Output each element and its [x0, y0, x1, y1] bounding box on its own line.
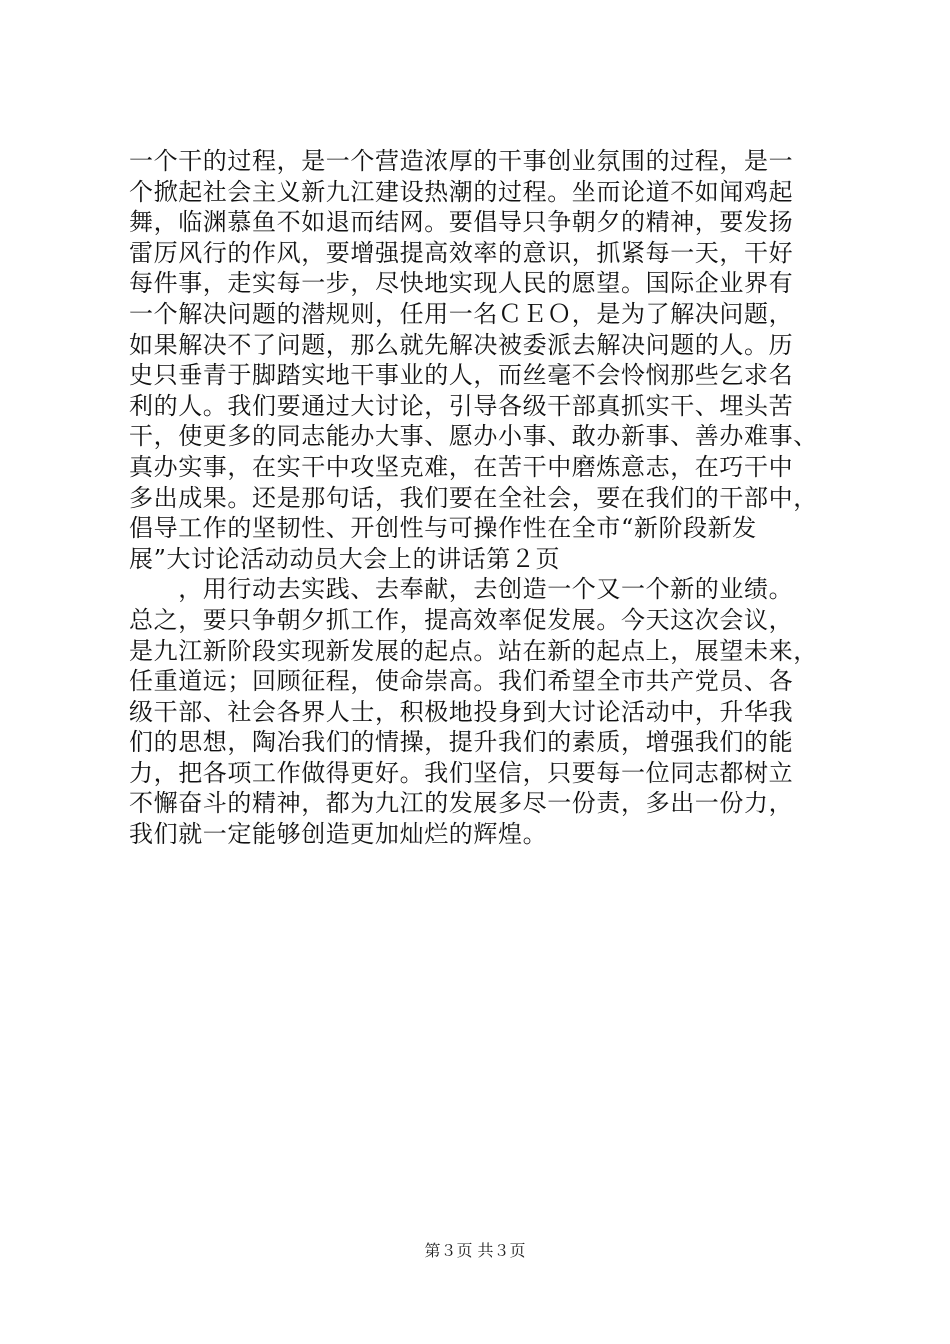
text-line: 真办实事，在实干中攻坚克难，在苦干中磨炼意志，在巧干中 — [129, 452, 794, 481]
text-line: 如果解决不了问题，那么就先解决被委派去解决问题的人。历 — [129, 330, 794, 359]
body-text — [129, 146, 829, 850]
text-line: 舞，临渊慕鱼不如退而结网。要倡导只争朝夕的精神，要发扬 — [129, 208, 794, 237]
page-footer — [0, 1241, 950, 1261]
text-line: 每件事，走实每一步，尽快地实现人民的愿望。国际企业界有 — [129, 269, 794, 298]
text-line: 史只垂青于脚踏实地干事业的人，而丝毫不会怜悯那些乞求名 — [129, 361, 794, 390]
text-line: 个掀起社会主义新九江建设热潮的过程。坐而论道不如闻鸡起 — [129, 177, 794, 206]
text-line: 级干部、社会各界人士，积极地投身到大讨论活动中，升华我 — [129, 697, 794, 726]
text-line: 干，使更多的同志能办大事、愿办小事、敢办新事、善办难事、 — [129, 422, 818, 451]
text-line: 倡导工作的坚韧性、开创性与可操作性在全市“新阶段新发 — [129, 514, 757, 543]
page-number: 第３页 共３页 — [424, 1241, 526, 1260]
text-line: 多出成果。还是那句话，我们要在全社会，要在我们的干部中， — [129, 483, 818, 512]
text-line: 一个干的过程，是一个营造浓厚的干事创业氛围的过程，是一 — [129, 147, 794, 175]
text-line: 利的人。我们要通过大讨论，引导各级干部真抓实干、埋头苦 — [129, 391, 794, 420]
text-line: 展”大讨论活动动员大会上的讲话第２页 — [129, 544, 561, 573]
text-line: 我们就一定能够创造更加灿烂的辉煌。 — [129, 820, 548, 849]
text-line: 是九江新阶段实现新发展的起点。站在新的起点上，展望未来， — [129, 636, 818, 665]
text-line: 力，把各项工作做得更好。我们坚信，只要每一位同志都树立 — [129, 758, 794, 787]
text-line: 雷厉风行的作风，要增强提高效率的意识，抓紧每一天，干好 — [129, 238, 794, 267]
text-line: 总之，要只争朝夕抓工作，提高效率促发展。今天这次会议， — [129, 605, 794, 634]
text-line: 不懈奋斗的精神，都为九江的发展多尽一份责，多出一份力， — [129, 789, 794, 818]
text-line: ，用行动去实践、去奉献，去创造一个又一个新的业绩。 — [129, 575, 794, 604]
text-line: 们的思想，陶冶我们的情操，提升我们的素质，增强我们的能 — [129, 728, 794, 757]
text-line: 一个解决问题的潜规则，任用一名ＣＥＯ，是为了解决问题， — [129, 299, 794, 328]
text-line: 任重道远；回顾征程，使命崇高。我们希望全市共产党员、各 — [129, 667, 794, 696]
